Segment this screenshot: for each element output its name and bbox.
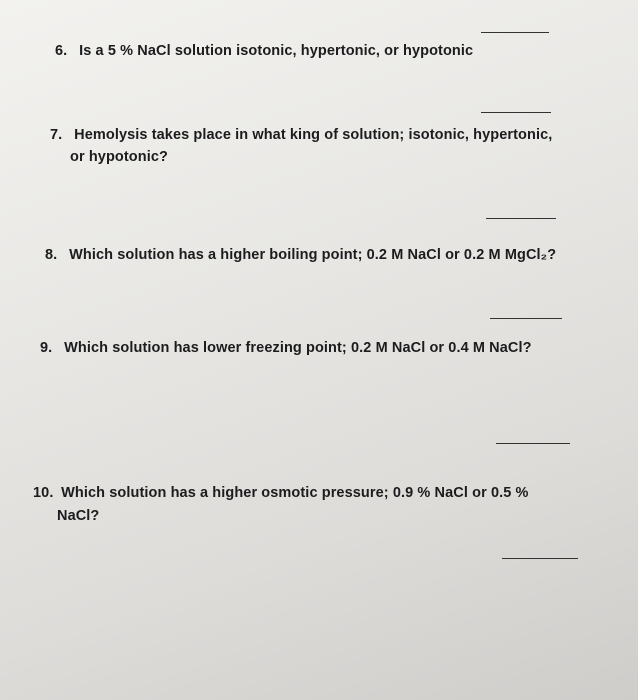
question-6 <box>55 40 473 62</box>
answer-line-q6[interactable] <box>481 112 551 113</box>
question-7-continued <box>70 146 168 168</box>
answer-line-q10[interactable] <box>502 558 578 559</box>
question-10 <box>33 482 529 504</box>
question-number: 8. <box>45 247 58 263</box>
question-number: 6. <box>55 43 68 59</box>
question-text: Which solution has a higher boiling point; 0.2 M NaCl or 0.2 M MgCl₂? <box>69 247 557 263</box>
question-number: 9. <box>40 340 53 356</box>
question-9 <box>40 337 532 359</box>
question-text: Which solution has a higher osmotic pressure; 0.9 % NaCl or 0.5 % <box>61 485 529 501</box>
answer-line-q6-top <box>481 32 549 33</box>
answer-line-q8[interactable] <box>490 318 562 319</box>
question-10-continued <box>57 505 99 527</box>
question-number: 10. <box>33 485 54 501</box>
question-number: 7. <box>50 127 63 143</box>
question-text: Which solution has lower freezing point; 0.2 M NaCl or 0.4 M NaCl? <box>64 340 532 356</box>
question-8 <box>45 244 556 266</box>
question-text: or hypotonic? <box>70 149 168 165</box>
question-text: Is a 5 % NaCl solution isotonic, hypertonic, or hypotonic <box>79 43 474 59</box>
question-text: Hemolysis takes place in what king of solution; isotonic, hypertonic, <box>74 127 553 143</box>
question-7 <box>50 124 552 146</box>
answer-line-q9[interactable] <box>496 443 570 444</box>
answer-line-q7[interactable] <box>486 218 556 219</box>
question-text: NaCl? <box>57 508 100 524</box>
